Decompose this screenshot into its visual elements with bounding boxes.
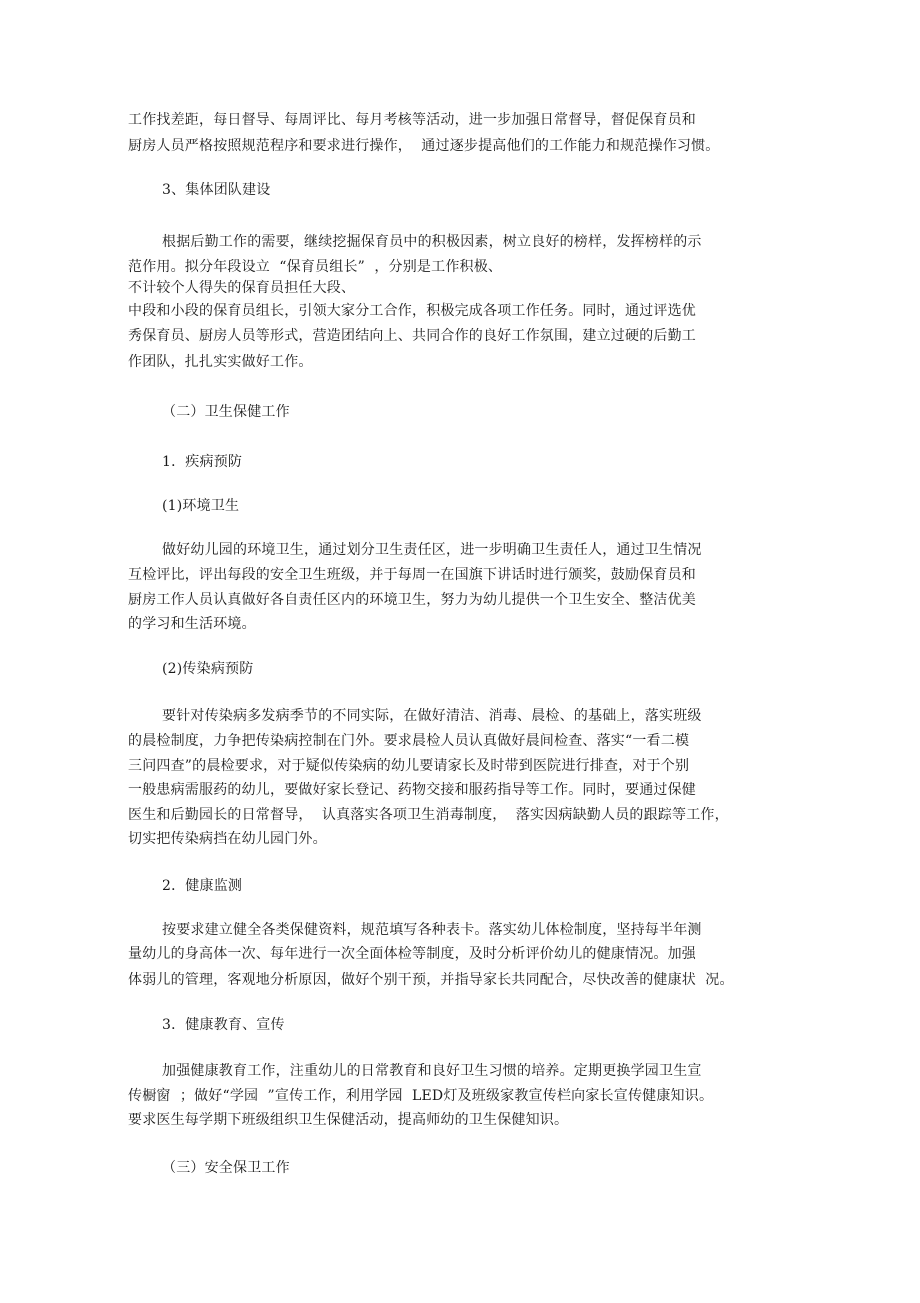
text-line: 一般患病需服药的幼儿，要做好家长登记、药物交接和服药指导等工作。同时，要通过保健 xyxy=(128,782,696,798)
text-line: 厨房工作人员认真做好各自责任区内的环境卫生，努力为幼儿提供一个卫生安全、整洁优美 xyxy=(128,592,696,608)
text-line: 范作用。拟分年段设立 “保育员组长” ，分别是工作积极、 xyxy=(128,259,503,275)
text-line: 中段和小段的保育员组长，引领大家分工合作，积极完成各项工作任务。同时，通过评选优 xyxy=(128,303,696,319)
section-heading: (1)环境卫生 xyxy=(162,498,240,514)
text-line: 要针对传染病多发病季节的不同实际，在做好清洁、消毒、晨检、的基础上，落实班级 xyxy=(162,708,702,724)
text-line: 三问四查”的晨检要求，对于疑似传染病的幼儿要请家长及时带到医院进行排查，对于个别 xyxy=(128,758,690,774)
section-heading: 3、集体团队建设 xyxy=(162,182,271,198)
text-line: 按要求建立健全各类保健资料，规范填写各种表卡。落实幼儿体检制度，坚持每半年测 xyxy=(162,922,702,938)
section-heading: 2．健康监测 xyxy=(162,878,243,894)
text-line: 秀保育员、厨房人员等形式，营造团结向上、共同合作的良好工作氛围，建立过硬的后勤工 xyxy=(128,328,696,344)
text-line: 体弱儿的管理，客观地分析原因，做好个别干预，并指导家长共同配合，尽快改善的健康状 况。 xyxy=(128,972,734,988)
text-line: 的晨检制度，力争把传染病控制在门外。要求晨检人员认真做好晨间检查、落实“一看二模 xyxy=(128,733,690,749)
section-heading: （二）卫生保健工作 xyxy=(162,404,290,420)
section-heading: 3．健康教育、宣传 xyxy=(162,1017,285,1033)
text-line: 厨房人员严格按照规范程序和要求进行操作， 通过逐步提高他们的工作能力和规范操作习惯。 xyxy=(128,138,720,154)
text-line: 互检评比，评出每段的安全卫生班级，并于每周一在国旗下讲话时进行颁奖，鼓励保育员和 xyxy=(128,567,696,583)
text-line: 根据后勤工作的需要，继续挖掘保育员中的积极因素，树立良好的榜样，发挥榜样的示 xyxy=(162,234,702,250)
text-line: 传橱窗 ；做好“学园 ”宣传工作，利用学园 LED灯及班级家教宣传栏向家长宣传健康知识。 xyxy=(128,1088,714,1104)
text-line: 切实把传染病挡在幼儿园门外。 xyxy=(128,831,327,847)
text-line: 量幼儿的身高体一次、每年进行一次全面体检等制度，及时分析评价幼儿的健康情况。加强 xyxy=(128,946,696,962)
text-line: 作团队，扎扎实实做好工作。 xyxy=(128,354,313,370)
text-line: 工作找差距，每日督导、每周评比、每月考核等活动，进一步加强日常督导，督促保育员和 xyxy=(128,112,696,128)
section-heading: (2)传染病预防 xyxy=(162,661,254,677)
text-line: 做好幼儿园的环境卫生，通过划分卫生责任区，进一步明确卫生责任人，通过卫生情况 xyxy=(162,542,702,558)
text-line: 要求医生每学期下班级组织卫生保健活动，提高师幼的卫生保健知识。 xyxy=(128,1112,569,1128)
section-heading: 1．疾病预防 xyxy=(162,454,243,470)
text-line: 不计较个人得失的保育员担任大段、 xyxy=(128,280,356,296)
text-line: 医生和后勤园长的日常督导， 认真落实各项卫生消毒制度， 落实因病缺勤人员的跟踪等工作， xyxy=(128,807,729,823)
text-line: 加强健康教育工作，注重幼儿的日常教育和良好卫生习惯的培养。定期更换学园卫生宣 xyxy=(162,1063,702,1079)
section-heading: （三）安全保卫工作 xyxy=(162,1160,290,1176)
text-line: 的学习和生活环境。 xyxy=(128,616,256,632)
